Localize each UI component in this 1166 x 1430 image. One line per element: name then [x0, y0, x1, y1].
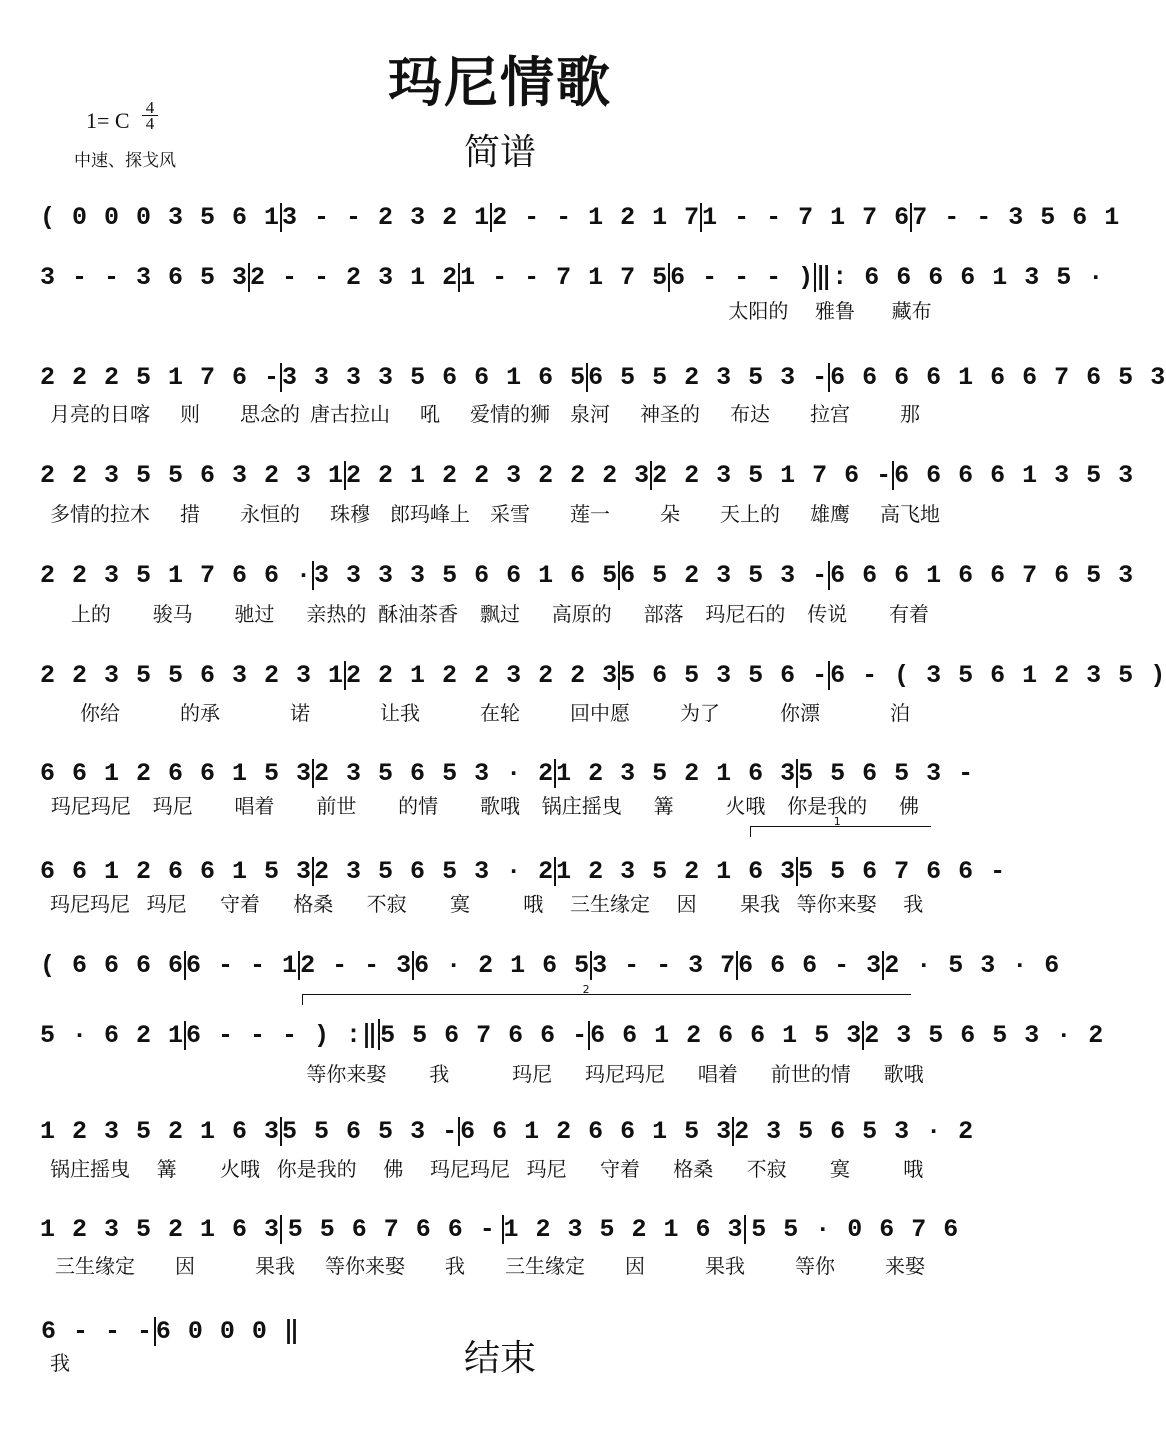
lyric-word: 你漂 — [780, 701, 820, 725]
measure: 5 · 6 2 1 — [40, 1021, 185, 1050]
lyric-line — [720, 295, 950, 324]
lyric-word: 雄鹰 — [810, 502, 850, 526]
lyric-word: 前世的情 — [770, 1062, 851, 1086]
lyric-line — [50, 498, 950, 527]
lyric-word: 驰过 — [234, 602, 275, 626]
lyric-word: 佛 — [383, 1157, 404, 1181]
measure: 2 2 2 5 1 7 6 - — [40, 363, 281, 392]
measure: 1 2 3 5 2 1 6 3 — [503, 1215, 744, 1244]
notation-system — [40, 932, 1061, 980]
lyric-word: 守着 — [219, 892, 260, 916]
measure: 1 2 3 5 2 1 6 3 — [40, 1117, 281, 1146]
lyric-word: 不寂 — [746, 1157, 787, 1181]
lyric-word: 玛尼 — [526, 1157, 567, 1181]
lyric-word: 哦 — [903, 1157, 924, 1181]
lyric-word: 锅庄摇曳 — [541, 794, 622, 818]
lyric-word: 三生缘定 — [55, 1254, 135, 1278]
lyric-word: 雅鲁 — [815, 299, 855, 323]
subtitle: 简谱 — [463, 132, 536, 173]
lyric-word: 亲热的 — [306, 602, 367, 626]
lyric-word: 则 — [180, 402, 200, 426]
measure: 6 5 5 2 3 5 3 - — [588, 363, 829, 392]
measure: 6 0 0 0 ‖ — [155, 1317, 300, 1346]
lyric-line — [50, 1250, 950, 1279]
lyric-word: 唱着 — [697, 1062, 738, 1086]
lyric-word: 不寂 — [366, 892, 407, 916]
lyric-word: 莲一 — [570, 502, 610, 526]
measure: 2 - - 1 2 1 7 — [492, 203, 701, 232]
notation-system — [40, 184, 1121, 232]
lyric-line — [50, 598, 950, 627]
ending-label: 结束 — [463, 1338, 536, 1379]
lyric-word: 有着 — [889, 602, 930, 626]
lyric-word: 我 — [429, 1062, 450, 1086]
measure: 1 2 3 5 2 1 6 3 — [556, 759, 797, 788]
lyric-word: 高飞地 — [880, 502, 940, 526]
lyric-word: 因 — [625, 1254, 645, 1278]
lyric-word: 太阳的 — [728, 299, 789, 323]
measure: 6 6 6 6 1 3 5 3 — [894, 461, 1135, 490]
lyric-word: 唱着 — [234, 794, 275, 818]
lyric-word: 上的 — [70, 602, 111, 626]
notation-system — [40, 344, 1166, 392]
measure: 5 5 6 5 3 - — [798, 759, 975, 788]
lyric-word: 果我 — [739, 892, 780, 916]
lyric-word: 果我 — [705, 1254, 745, 1278]
measure: 3 3 3 3 5 6 6 1 6 5 — [282, 363, 587, 392]
measure: 6 · 2 1 6 5 — [414, 951, 591, 980]
measure: 2 2 3 5 1 7 6 6 · — [40, 561, 313, 590]
measure: ( 0 0 0 3 5 6 1 — [40, 203, 281, 232]
lyric-word: 拉宫 — [810, 402, 850, 426]
measure: 2 - - 2 3 1 2 — [250, 263, 459, 292]
measure: 2 2 3 5 5 6 3 2 3 1 — [40, 461, 345, 490]
lyric-word: 因 — [676, 892, 697, 916]
lyric-line — [50, 888, 950, 917]
time-signature-top: 4 — [145, 98, 155, 117]
lyric-line — [50, 697, 950, 726]
notation-system — [40, 244, 1105, 292]
lyric-word: 格桑 — [293, 892, 334, 916]
key-signature: 1= C — [86, 108, 130, 133]
volta-number-1: 1 — [833, 815, 841, 828]
measure: 6 6 6 1 6 6 7 6 5 3 — [830, 561, 1135, 590]
lyric-word: 郎玛峰上 — [390, 502, 470, 526]
measure: 5 5 6 7 6 6 - — [282, 1215, 503, 1244]
lyric-word: 佛 — [899, 794, 920, 818]
lyric-word: 你是我的 — [276, 1157, 357, 1181]
lyric-word: 措 — [180, 502, 200, 526]
measure: 6 - - - ) — [670, 263, 815, 292]
lyric-word: 泉河 — [570, 402, 610, 426]
measure: 7 - - 3 5 6 1 — [912, 203, 1121, 232]
notation-system — [40, 542, 1135, 590]
lyric-word: 神圣的 — [640, 402, 700, 426]
measure: 6 5 2 3 5 3 - — [620, 561, 829, 590]
lyric-word: 珠穆 — [330, 502, 370, 526]
lyric-word: 来娶 — [885, 1254, 925, 1278]
measure: 6 - - 1 — [186, 951, 299, 980]
measure: 2 3 5 6 5 3 · 2 — [314, 759, 555, 788]
lyric-word: 朵 — [660, 502, 680, 526]
lyric-word: 火哦 — [219, 1157, 260, 1181]
tempo-marking: 中速、探戈风 — [74, 151, 176, 171]
lyric-word: 多情的拉木 — [50, 502, 150, 526]
lyric-word: 玛尼石的 — [705, 602, 786, 626]
lyric-line — [50, 790, 950, 819]
lyric-word: 月亮的日喀 — [50, 402, 150, 426]
measure: ( 6 6 6 6 — [40, 951, 185, 980]
measure: 6 6 1 2 6 6 1 5 3 — [40, 759, 313, 788]
lyric-word: 哦 — [523, 892, 544, 916]
lyric-word: 因 — [175, 1254, 195, 1278]
lyric-word: 我 — [445, 1254, 465, 1278]
lyric-word: 玛尼 — [512, 1062, 553, 1086]
measure: 2 2 3 5 5 6 3 2 3 1 — [40, 661, 345, 690]
measure: 3 3 3 3 5 6 6 1 6 5 — [314, 561, 619, 590]
measure: 6 6 6 6 1 6 6 7 6 5 3 — [830, 363, 1166, 392]
lyric-word: 我 — [903, 892, 924, 916]
lyric-line — [300, 1058, 950, 1087]
measure: 5 5 · 0 6 7 6 — [751, 1215, 960, 1244]
lyric-word: 高原的 — [551, 602, 612, 626]
lyric-word: 寞 — [829, 1157, 850, 1181]
measure: 3 - - 2 3 2 1 — [282, 203, 491, 232]
volta-bracket-1 — [750, 815, 931, 837]
lyric-word: 格桑 — [673, 1157, 714, 1181]
measure: 3 - - 3 6 5 3 — [40, 263, 249, 292]
measure: 2 · 5 3 · 6 — [884, 951, 1061, 980]
lyric-word: 为了 — [680, 701, 720, 725]
lyric-word: 守着 — [599, 1157, 640, 1181]
lyric-word: 诺 — [290, 701, 310, 725]
notation-system — [40, 1002, 1105, 1050]
lyric-line — [50, 1153, 950, 1182]
lyric-word: 你给 — [80, 701, 120, 725]
measure: 3 - - 3 7 — [592, 951, 737, 980]
measure: 6 - ( 3 5 6 1 2 3 5 ) — [830, 661, 1166, 690]
lyric-line — [50, 398, 950, 427]
lyric-word: 玛尼 — [146, 892, 187, 916]
notation-system — [40, 642, 1166, 690]
lyric-word: 藏布 — [891, 299, 932, 323]
notation-system — [40, 1098, 975, 1146]
lyric-word: 的承 — [180, 701, 220, 725]
lyric-word: 等你来娶 — [306, 1062, 387, 1086]
notation-system — [40, 740, 975, 788]
lyric-word: 三生缘定 — [505, 1254, 585, 1278]
lyric-word: 让我 — [380, 701, 420, 725]
lyric-word: 飘过 — [479, 602, 520, 626]
lyric-word: 三生缘定 — [569, 892, 650, 916]
lyric-word: 采雪 — [490, 502, 530, 526]
lyric-word: 吼 — [420, 402, 440, 426]
lyric-word: 回中愿 — [570, 701, 630, 725]
lyric-word: 玛尼玛尼 — [50, 794, 131, 818]
lyric-word: 玛尼玛尼 — [429, 1157, 510, 1181]
measure: 6 6 1 2 6 6 1 5 3 — [590, 1021, 863, 1050]
measure: 6 6 1 2 6 6 1 5 3 — [460, 1117, 733, 1146]
lyric-word: 酥油茶香 — [378, 602, 459, 626]
lyric-word: 我 — [50, 1351, 70, 1375]
measure: 2 3 5 6 5 3 · 2 — [314, 857, 555, 886]
lyric-word: 思念的 — [240, 402, 300, 426]
measure: 6 6 6 - 3 — [738, 951, 883, 980]
lyric-word: 歌哦 — [883, 1062, 924, 1086]
lyric-word: 的情 — [398, 794, 439, 818]
lyric-word: 前世 — [316, 794, 357, 818]
lyric-word: 爱情的狮 — [470, 402, 550, 426]
lyric-word: 在轮 — [480, 701, 520, 725]
measure: 5 6 5 3 5 6 - — [620, 661, 829, 690]
measure: 2 2 3 5 1 7 6 - — [652, 461, 893, 490]
lyric-word: 那 — [900, 402, 920, 426]
measure: 6 6 1 2 6 6 1 5 3 — [40, 857, 313, 886]
measure: 2 3 5 6 5 3 · 2 — [734, 1117, 975, 1146]
lyric-word: 等你 — [795, 1254, 835, 1278]
measure: 5 5 6 5 3 - — [282, 1117, 459, 1146]
measure: 6 - - - ) :‖ — [186, 1021, 379, 1050]
lyric-word: 唐古拉山 — [310, 402, 390, 426]
measure: 5 5 6 7 6 6 - — [798, 857, 1007, 886]
lyric-word: 等你来娶 — [325, 1254, 405, 1278]
lyric-word: 篝 — [156, 1157, 177, 1181]
measure: 1 2 3 5 2 1 6 3 — [40, 1215, 281, 1244]
volta-bracket-2 — [302, 983, 911, 1005]
song-title: 玛尼情歌 — [388, 51, 612, 114]
lyric-word: 果我 — [255, 1254, 295, 1278]
lyric-word: 玛尼玛尼 — [585, 1062, 665, 1086]
lyric-word: 布达 — [730, 402, 770, 426]
time-signature-bottom: 4 — [142, 115, 158, 131]
measure: 1 2 3 5 2 1 6 3 — [556, 857, 797, 886]
measure: 2 2 1 2 2 3 2 2 3 — [346, 661, 619, 690]
measure: 1 - - 7 1 7 6 — [702, 203, 911, 232]
lyric-word: 传说 — [807, 602, 848, 626]
lyric-word: 骏马 — [152, 602, 193, 626]
notation-system — [40, 1196, 965, 1244]
lyric-word: 歌哦 — [479, 794, 520, 818]
lyric-word: 锅庄摇曳 — [50, 1157, 130, 1181]
lyric-word: 篝 — [653, 794, 674, 818]
measure: 2 3 5 6 5 3 · 2 — [864, 1021, 1105, 1050]
measure: 2 - - 3 — [300, 951, 413, 980]
volta-number-2: 2 — [582, 983, 590, 996]
lyric-word: 泊 — [890, 701, 910, 725]
lyric-word: 等你来娶 — [796, 892, 877, 916]
lyric-word: 部落 — [643, 602, 684, 626]
lyric-word: 火哦 — [725, 794, 766, 818]
measure: 2 2 1 2 2 3 2 2 2 3 — [346, 461, 651, 490]
measure: 5 5 6 7 6 6 - — [380, 1021, 589, 1050]
lyric-word: 天上的 — [720, 502, 780, 526]
lyric-word: 寞 — [449, 892, 470, 916]
notation-system — [40, 442, 1135, 490]
measure: 1 - - 7 1 7 5 — [460, 263, 669, 292]
lyric-word: 你是我的 — [787, 794, 868, 818]
lyric-word: 玛尼 — [152, 794, 193, 818]
measure: 6 - - - — [40, 1317, 156, 1346]
measure: ‖: 6 6 6 6 1 3 5 · — [816, 263, 1105, 292]
notation-system — [40, 838, 1007, 886]
lyric-word: 玛尼玛尼 — [50, 892, 130, 916]
lyric-word: 永恒的 — [240, 502, 300, 526]
